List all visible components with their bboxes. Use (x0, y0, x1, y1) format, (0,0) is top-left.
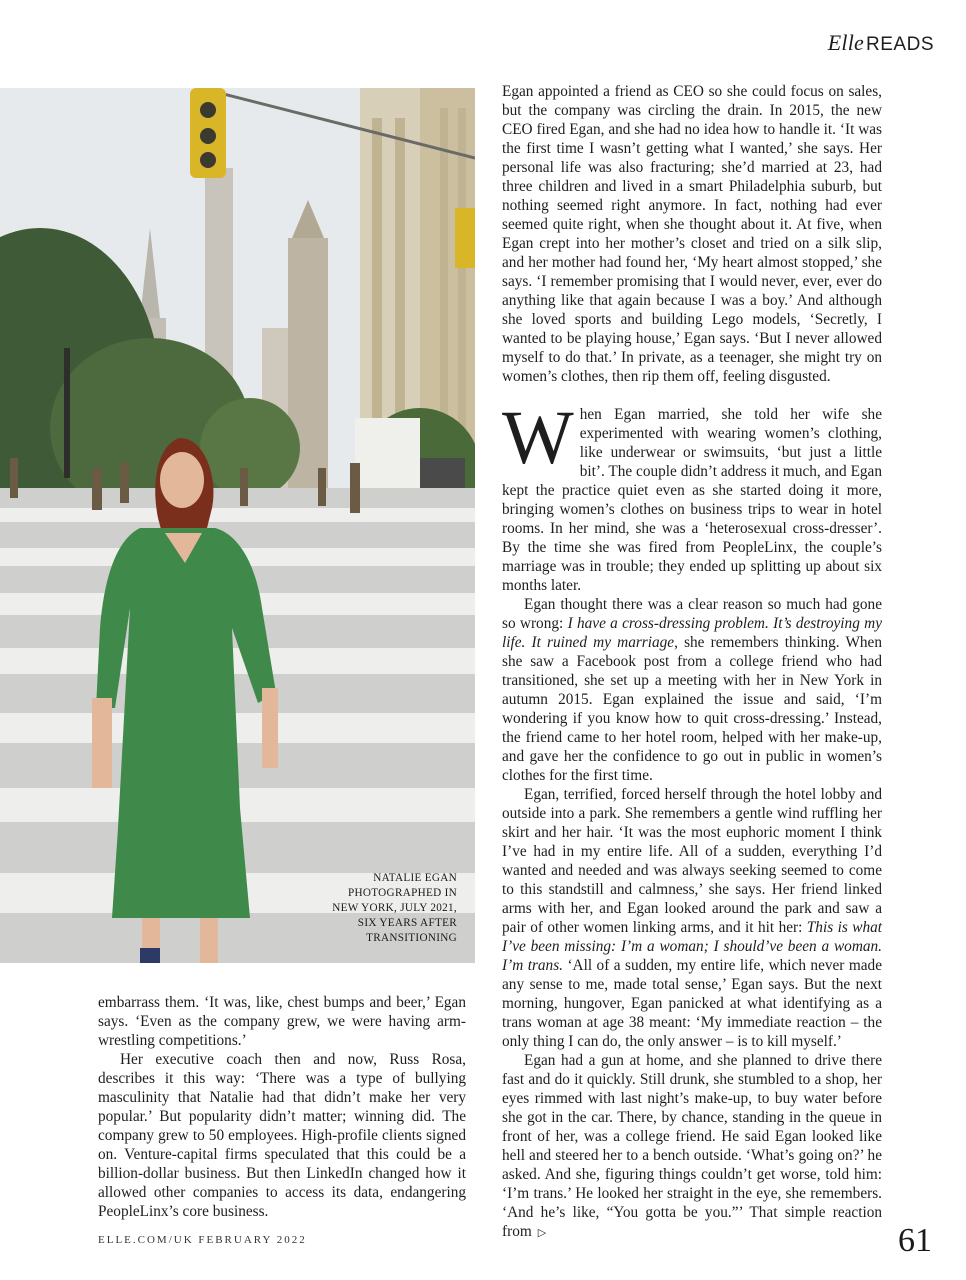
section-label: READS (866, 34, 934, 55)
caption-line: NATALIE EGAN (373, 872, 457, 884)
brand-name: Elle (827, 30, 865, 55)
feature-photo (0, 88, 475, 963)
caption-line: TRANSITIONING (366, 932, 457, 944)
body-paragraph (502, 785, 882, 1051)
continue-arrow-icon: ▷ (537, 1226, 547, 1239)
paragraph-text: hen Egan married, she told her wife she experimented with wearing women’s clothing, like underwear or swimsuits, ‘but just a little bit’. The couple didn’t address it much, and Egan kept the practice quiet even as she started doing it more, bringing women’s clothes on business trips to wear in hotel rooms. In her mind, she was a ‘heterosexual cross-dresser’. By the time she was fired from PeopleLinx, the couple’s marriage was in trouble; they ended up splitting up about six months later. (502, 406, 882, 594)
left-column (98, 993, 466, 1221)
footer-site: ELLE.COM/UK FEBRUARY 2022 (98, 1234, 307, 1246)
caption-line: NEW YORK, JULY 2021, (332, 902, 457, 914)
drop-cap: W (502, 396, 574, 480)
paragraph-text: Egan, terrified, forced herself through the hotel lobby and outside into a park. She remembers a gentle wind ruffling her skirt and her hair. ‘It was the most euphoric moment I think I’ve had in my entire life. All of a sudden, everything I’d wanted and needed and was always seeking seemed to come to this standstill and calmness,’ she says. Her friend linked arms with her, and Egan looked around the park and saw a pair of other women linking arms, and it hit her: (502, 786, 882, 936)
body-paragraph-dropcap (502, 396, 882, 595)
caption-line: PHOTOGRAPHED IN (347, 887, 457, 899)
italic-thought: This is what I’ve been missing: I’m a woman; I should’ve been a woman. I’m trans. (502, 919, 882, 974)
paragraph-text: Egan had a gun at home, and she planned to drive there fast and do it quickly. Still drunk, she stumbled to a shop, her eyes rimmed with last night’s make-up, to buy water before she got in the car. There, by chance, standing in the queue in front of her, was a college friend. He said Egan looked like hell and steered her to a bench outside. ‘What’s going on?’ he asked. And she, figuring things couldn’t get worse, told him: ‘I’m trans.’ He looked her straight in the eye, she remembers. ‘And he’s like, “You gotta be you.”’ That simple reaction from (502, 1052, 882, 1240)
body-paragraph: Egan appointed a friend as CEO so she could focus on sales, but the company was circling the drain. In 2015, the new CEO fired Egan, and she had no idea how to handle it. ‘It was the first time I wasn’t getting what I wanted,’ she says. Her personal life was also fracturing; she’d married at 23, had three children and lived in a smart Philadelphia suburb, but nothing seemed right anymore. In fact, nothing had ever seemed quite right, when she thought about it. At five, when Egan crept into her mother’s closet and tried on a silk slip, and her mother had found her, ‘My heart almost stopped,’ she says. ‘I remember promising that I would never, ever, ever do anything like that again because I was a boy.’ And although she loved sports and building Lego models, ‘Secretly, I wanted to be playing house,’ Egan says. ‘But I never allowed myself to do that.’ In private, as a teenager, she might try on women’s clothes, then rip them off, feeling disgusted. (502, 83, 882, 385)
paragraph-text: , she remembers thinking. When she saw a Facebook post from a college friend who had transitioned, she set up a meeting with her in New York in autumn 2015. Egan explained the issue and said, ‘I’m wondering if you know how to quit cross-dressing.’ Instead, the friend came to her hotel room, helped with her make-up, and gave her the confidence to go out in public in women’s clothes for the first time. (502, 634, 882, 784)
paragraph-text: ‘All of a sudden, my entire life, which never made any sense to me, made total sense,’ Egan says. But the next morning, hungover, Egan panicked at what identifying as a trans woman at age 38 meant: ‘My immediate reaction – the only thing I can do, the only answer – is to kill myself.’ (502, 957, 882, 1050)
body-paragraph (502, 595, 882, 785)
body-paragraph: embarrass them. ‘It was, like, chest bumps and beer,’ Egan says. ‘Even as the company grew, we were having arm-wrestling competitions.’ (98, 994, 466, 1049)
italic-thought: I have a cross-dressing problem. It’s destroying my life. It ruined my marriage (502, 615, 882, 651)
page-number: 61 (898, 1222, 932, 1259)
paragraph-text: Egan thought there was a clear reason so much had gone so wrong: (502, 596, 882, 632)
body-paragraph: Her executive coach then and now, Russ Rosa, describes it this way: ‘There was a type of bullying masculinity that Natalie had that didn’t make her very popular.’ But popularity didn’t matter; winning did. The company grew to 50 employees. High-profile clients signed on. Venture-capital firms speculated that this could be a billion-dollar business. But then LinkedIn changed how it allowed other companies to access its data, endangering PeopleLinx’s core business. (98, 1051, 466, 1220)
right-column (502, 82, 882, 1242)
photo-icon (0, 88, 475, 963)
body-paragraph (502, 1051, 882, 1242)
photo-caption (307, 871, 457, 946)
page-header (828, 30, 934, 56)
caption-line: SIX YEARS AFTER (357, 917, 457, 929)
